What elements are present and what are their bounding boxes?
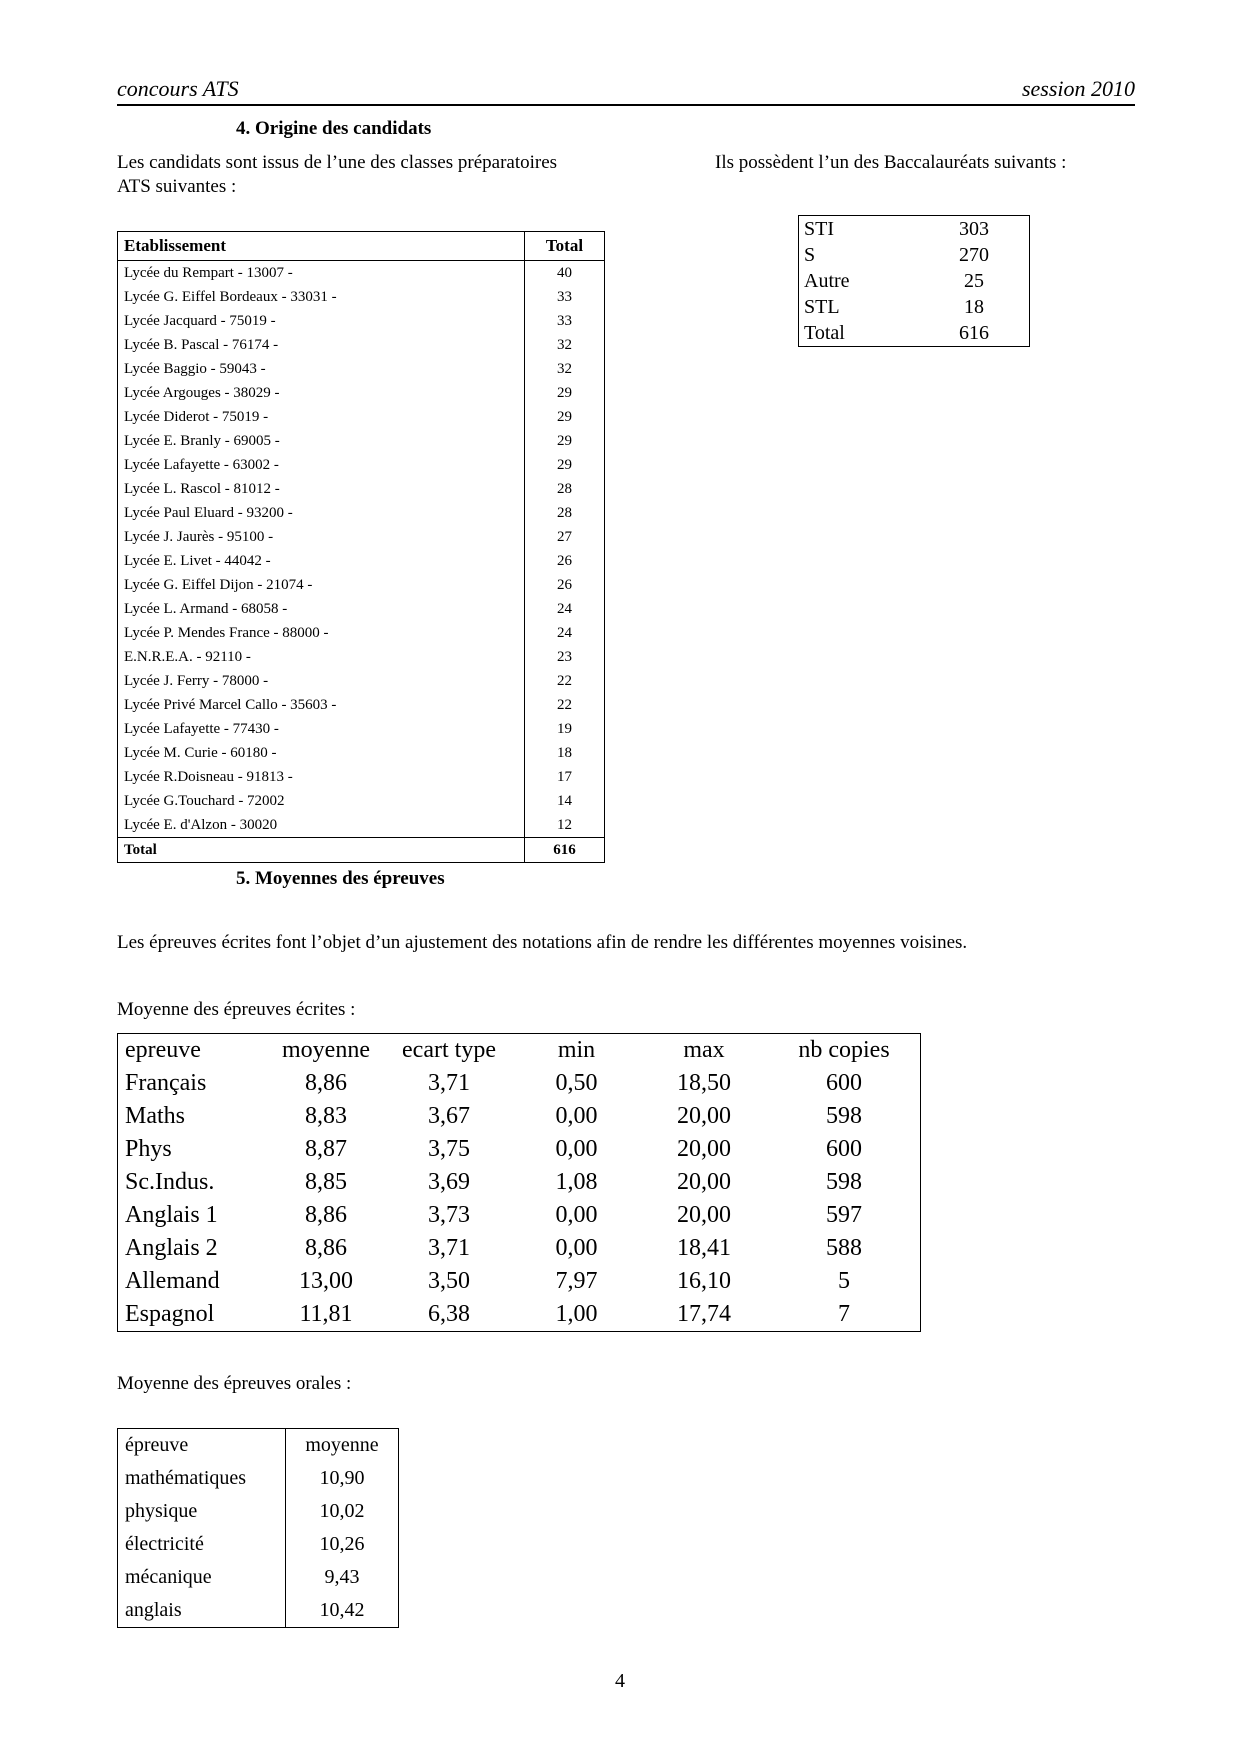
etab-row xyxy=(118,573,605,597)
header-left: concours ATS xyxy=(117,76,239,101)
bac-row-cell: 616 xyxy=(959,322,989,344)
ecrit-row-cell: Sc.Indus. xyxy=(125,1169,215,1195)
ecrit-row-cell: 18,41 xyxy=(677,1235,731,1261)
bac-row xyxy=(799,242,1030,268)
ecrit-row-cell: Anglais 1 xyxy=(125,1202,218,1228)
baccalaureat-table xyxy=(798,215,1030,347)
etab-row-cell: Lycée L. Rascol - 81012 - xyxy=(124,481,280,497)
oral-header-row xyxy=(118,1429,399,1463)
oral-row xyxy=(118,1462,399,1495)
oral-row-cell: anglais xyxy=(125,1599,182,1621)
ecrit-row-cell: 7 xyxy=(838,1301,850,1327)
ecrit-row xyxy=(118,1232,921,1265)
etab-row-cell: 27 xyxy=(525,525,605,549)
etab-row-cell: 14 xyxy=(525,789,605,813)
oral-row xyxy=(118,1495,399,1528)
section-5-paragraph: Les épreuves écrites font l’objet d’un ajustement des notations afin de rendre les différentes moyennes voisines. xyxy=(117,932,968,953)
ecrit-row-cell: 0,00 xyxy=(555,1235,598,1261)
ecrit-row-cell: 16,10 xyxy=(677,1268,731,1294)
etab-row-cell: Lycée G. Eiffel Bordeaux - 33031 - xyxy=(124,289,337,305)
oral-row xyxy=(118,1528,399,1561)
oral-row-cell: mathématiques xyxy=(125,1467,247,1489)
intro-left-line-2: ATS suivantes : xyxy=(117,176,237,197)
etab-row-cell: 17 xyxy=(525,765,605,789)
ecrit-row-cell: 600 xyxy=(826,1136,862,1162)
etab-row xyxy=(118,669,605,693)
etab-row-cell: 18 xyxy=(525,741,605,765)
bac-row-cell: Total xyxy=(804,322,845,344)
etab-body xyxy=(118,261,605,838)
etab-row-cell: 32 xyxy=(525,333,605,357)
etab-row xyxy=(118,717,605,741)
etab-row-cell: Lycée R.Doisneau - 91813 - xyxy=(124,769,293,785)
ecrit-row-cell: 3,71 xyxy=(428,1235,470,1261)
ecrit-row-cell: 3,73 xyxy=(428,1202,470,1228)
ecrit-row-cell: Espagnol xyxy=(125,1301,215,1327)
etab-row xyxy=(118,453,605,477)
etab-row xyxy=(118,741,605,765)
etab-row-cell: 28 xyxy=(525,477,605,501)
ecrit-row-cell: 598 xyxy=(826,1103,862,1129)
etab-row xyxy=(118,381,605,405)
etab-row-cell: Lycée du Rempart - 13007 - xyxy=(124,265,293,281)
etab-row-cell: 22 xyxy=(525,669,605,693)
ecrit-row-cell: 17,74 xyxy=(677,1301,731,1327)
bac-row-cell: S xyxy=(804,244,816,266)
etab-row-cell: 12 xyxy=(525,813,605,838)
oral-row-cell: 10,02 xyxy=(286,1495,399,1528)
etab-row xyxy=(118,405,605,429)
etab-row-cell: 24 xyxy=(525,597,605,621)
oral-row-cell: mécanique xyxy=(125,1566,212,1588)
etab-row xyxy=(118,261,605,286)
bac-row-cell: 25 xyxy=(964,270,984,292)
ecrit-row-cell: 18,50 xyxy=(677,1070,731,1096)
etab-row-cell: 23 xyxy=(525,645,605,669)
intro-left-line-1: Les candidats sont issus de l’une des classes préparatoires xyxy=(117,152,558,173)
etab-row-cell: Lycée Baggio - 59043 - xyxy=(124,361,266,377)
bac-row xyxy=(799,268,1030,294)
etab-row xyxy=(118,645,605,669)
bac-row-cell: Autre xyxy=(804,270,850,292)
ecrit-row-cell: Français xyxy=(125,1070,207,1096)
bac-row xyxy=(799,294,1030,320)
etab-row-cell: 29 xyxy=(525,453,605,477)
etab-row-cell: Lycée E. d'Alzon - 30020 xyxy=(124,817,278,833)
etab-row xyxy=(118,789,605,813)
ecrit-caption: Moyenne des épreuves écrites : xyxy=(117,999,356,1020)
etab-row-cell: Lycée Privé Marcel Callo - 35603 - xyxy=(124,697,337,713)
etab-row xyxy=(118,429,605,453)
etab-row xyxy=(118,357,605,381)
bac-row-cell: STI xyxy=(804,218,834,240)
ecrit-row-cell: 600 xyxy=(826,1070,862,1096)
etab-total-label: Total xyxy=(118,838,525,863)
etab-row-cell: Lycée G. Eiffel Dijon - 21074 - xyxy=(124,577,313,593)
ecrit-row-cell: 8,87 xyxy=(305,1136,347,1162)
ecrit-row-cell: 20,00 xyxy=(677,1169,731,1195)
ecrit-row-cell: 6,38 xyxy=(428,1301,470,1327)
header-right: session 2010 xyxy=(1021,76,1135,101)
section-4-title: 4. Origine des candidats xyxy=(236,118,432,139)
etab-row-cell: 22 xyxy=(525,693,605,717)
etab-row xyxy=(118,501,605,525)
etab-row xyxy=(118,285,605,309)
ecrit-row xyxy=(118,1298,921,1332)
ecrit-row xyxy=(118,1133,921,1166)
ecrit-row-cell: 8,86 xyxy=(305,1202,347,1228)
ecrit-row-cell: 7,97 xyxy=(555,1268,598,1294)
etab-row-cell: Lycée Lafayette - 77430 - xyxy=(124,721,279,737)
ecrit-row xyxy=(118,1067,921,1100)
etab-total-value: 616 xyxy=(525,838,605,863)
ecrit-header-max: max xyxy=(683,1037,725,1063)
bac-row-cell: 18 xyxy=(964,296,984,318)
etab-row-cell: 24 xyxy=(525,621,605,645)
ecrit-row-cell: Anglais 2 xyxy=(125,1235,218,1261)
oral-row xyxy=(118,1594,399,1628)
etab-row xyxy=(118,549,605,573)
ecrit-header-min: min xyxy=(557,1037,596,1063)
oral-caption: Moyenne des épreuves orales : xyxy=(117,1373,352,1394)
ecrit-row xyxy=(118,1100,921,1133)
oral-table xyxy=(117,1428,399,1628)
oral-header-epreuve: épreuve xyxy=(125,1434,189,1456)
ecrit-row-cell: 8,85 xyxy=(305,1169,347,1195)
oral-row-cell: 10,26 xyxy=(286,1528,399,1561)
oral-row-cell: 9,43 xyxy=(286,1561,399,1594)
etab-row-cell: Lycée Paul Eluard - 93200 - xyxy=(124,505,293,521)
ecrit-table xyxy=(117,1033,921,1332)
etab-header-total: Total xyxy=(525,232,605,261)
ecrit-row-cell: 0,50 xyxy=(555,1070,598,1096)
ecrit-header-nb-copies: nb copies xyxy=(798,1037,890,1063)
etablissement-table xyxy=(117,231,605,863)
ecrit-row-cell: 0,00 xyxy=(555,1103,598,1129)
oral-row xyxy=(118,1561,399,1594)
ecrit-row-cell: 3,50 xyxy=(428,1268,470,1294)
etab-row-cell: Lycée G.Touchard - 72002 xyxy=(124,793,285,809)
etab-row xyxy=(118,477,605,501)
section-5-title: 5. Moyennes des épreuves xyxy=(236,868,445,889)
ecrit-row-cell: 3,71 xyxy=(428,1070,470,1096)
etab-row-cell: 26 xyxy=(525,573,605,597)
ecrit-row xyxy=(118,1265,921,1298)
page-number: 4 xyxy=(615,1670,625,1692)
ecrit-header-ecart-type: ecart type xyxy=(402,1037,496,1063)
etab-row-cell: Lycée J. Jaurès - 95100 - xyxy=(124,529,274,545)
section-4-intro-left xyxy=(117,151,557,199)
etab-row xyxy=(118,813,605,838)
ecrit-header-moyenne: moyenne xyxy=(282,1037,370,1063)
section-4-intro-right: Ils possèdent l’un des Baccalauréats suivants : xyxy=(715,152,1067,173)
oral-row-cell: électricité xyxy=(125,1533,204,1555)
etab-row-cell: 29 xyxy=(525,429,605,453)
etab-row-cell: Lycée Lafayette - 63002 - xyxy=(124,457,279,473)
oral-row-cell: 10,90 xyxy=(286,1462,399,1495)
ecrit-row-cell: 597 xyxy=(826,1202,862,1228)
bac-row-cell: 303 xyxy=(959,218,989,240)
etab-row-cell: 32 xyxy=(525,357,605,381)
etab-row-cell: 28 xyxy=(525,501,605,525)
ecrit-row xyxy=(118,1199,921,1232)
ecrit-row-cell: 13,00 xyxy=(299,1268,353,1294)
ecrit-row xyxy=(118,1166,921,1199)
ecrit-row-cell: 0,00 xyxy=(555,1136,598,1162)
ecrit-row-cell: 8,86 xyxy=(305,1070,347,1096)
etab-row-cell: 33 xyxy=(525,309,605,333)
bac-row xyxy=(799,216,1030,243)
oral-header-moyenne: moyenne xyxy=(286,1429,399,1463)
ecrit-row-cell: 1,08 xyxy=(555,1169,598,1195)
ecrit-row-cell: 3,75 xyxy=(428,1136,470,1162)
etab-header-etablissement: Etablissement xyxy=(118,232,525,261)
ecrit-row-cell: 3,67 xyxy=(428,1103,470,1129)
etab-row-cell: 33 xyxy=(525,285,605,309)
bac-row-cell: STL xyxy=(804,296,840,318)
etab-row-cell: Lycée J. Ferry - 78000 - xyxy=(124,673,269,689)
bac-row-cell: 270 xyxy=(959,244,989,266)
etab-row-cell: Lycée P. Mendes France - 88000 - xyxy=(124,625,329,641)
etab-row-cell: Lycée Argouges - 38029 - xyxy=(124,385,280,401)
etab-row-cell: Lycée L. Armand - 68058 - xyxy=(124,601,288,617)
etab-row-cell: 40 xyxy=(525,261,605,286)
ecrit-body xyxy=(118,1067,921,1332)
etab-row xyxy=(118,597,605,621)
etab-row-cell: Lycée M. Curie - 60180 - xyxy=(124,745,277,761)
bac-row xyxy=(799,320,1030,347)
ecrit-row-cell: Maths xyxy=(125,1103,185,1129)
ecrit-row-cell: 8,83 xyxy=(305,1103,347,1129)
etab-row-cell: Lycée E. Livet - 44042 - xyxy=(124,553,271,569)
oral-row-cell: physique xyxy=(125,1500,198,1522)
ecrit-row-cell: 20,00 xyxy=(677,1103,731,1129)
etab-row-cell: Lycée B. Pascal - 76174 - xyxy=(124,337,279,353)
ecrit-row-cell: 20,00 xyxy=(677,1202,731,1228)
etab-row xyxy=(118,621,605,645)
ecrit-row-cell: 1,00 xyxy=(555,1301,598,1327)
ecrit-row-cell: Phys xyxy=(125,1136,172,1162)
bac-body xyxy=(799,216,1030,347)
etab-row-cell: Lycée E. Branly - 69005 - xyxy=(124,433,280,449)
etab-row-cell: E.N.R.E.A. - 92110 - xyxy=(124,649,251,665)
oral-row-cell: 10,42 xyxy=(286,1594,399,1628)
ecrit-header-row xyxy=(118,1034,921,1068)
etab-row-cell: Lycée Diderot - 75019 - xyxy=(124,409,269,425)
etab-row xyxy=(118,309,605,333)
ecrit-row-cell: Allemand xyxy=(125,1268,220,1294)
ecrit-header-epreuve: epreuve xyxy=(125,1037,201,1063)
ecrit-row-cell: 20,00 xyxy=(677,1136,731,1162)
etab-header-row xyxy=(118,232,605,261)
etab-row-cell: 19 xyxy=(525,717,605,741)
ecrit-row-cell: 3,69 xyxy=(428,1169,470,1195)
etab-row xyxy=(118,333,605,357)
ecrit-row-cell: 588 xyxy=(826,1235,862,1261)
etab-row-cell: 26 xyxy=(525,549,605,573)
ecrit-row-cell: 8,86 xyxy=(305,1235,347,1261)
ecrit-row-cell: 0,00 xyxy=(555,1202,598,1228)
etab-total-row xyxy=(118,838,605,863)
ecrit-row-cell: 598 xyxy=(826,1169,862,1195)
etab-row-cell: Lycée Jacquard - 75019 - xyxy=(124,313,276,329)
etab-row-cell: 29 xyxy=(525,405,605,429)
oral-body xyxy=(118,1462,399,1628)
header-rule xyxy=(117,104,1135,106)
etab-row xyxy=(118,765,605,789)
ecrit-row-cell: 5 xyxy=(838,1268,850,1294)
ecrit-row-cell: 11,81 xyxy=(299,1301,353,1327)
etab-row xyxy=(118,525,605,549)
etab-row-cell: 29 xyxy=(525,381,605,405)
etab-row xyxy=(118,693,605,717)
